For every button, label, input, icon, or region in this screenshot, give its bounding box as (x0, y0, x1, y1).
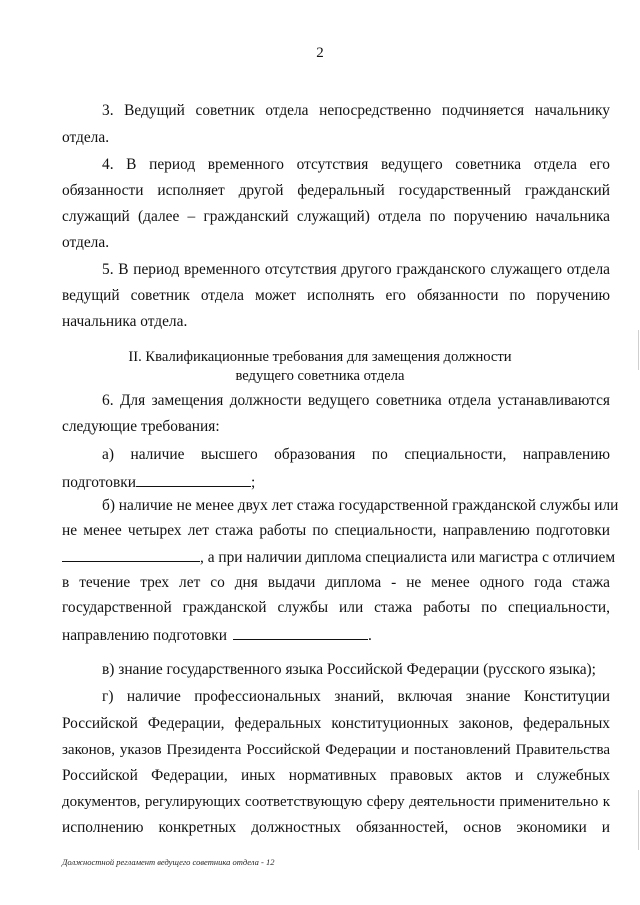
item-a-line-2 (62, 472, 610, 492)
section-title-line-1: II. Квалификационные требования для замещения должности (128, 349, 512, 365)
item-b-line-2: не менее четырех лет стажа работы по специальности, направлению подготовки (62, 522, 610, 539)
item-b-line-5: государственной гражданской службы или стажа работы по специальности, (62, 599, 610, 616)
paragraph-5-line-3: начальника отдела. (62, 313, 188, 330)
paragraph-4-line-4: отдела. (62, 234, 110, 251)
paragraph-4-line-1: 4. В период временного отсутствия ведущего советника отдела его (102, 156, 610, 173)
paragraph-3-line-1: 3. Ведущий советник отдела непосредственно подчиняется начальнику (102, 102, 610, 119)
page-number: 2 (316, 45, 324, 61)
paragraph-4-line-2: обязанности исполняет другой федеральный государственный гражданский (62, 182, 610, 199)
item-b-line-6 (62, 625, 610, 645)
item-b-line-3-text: , а при наличии диплома специалиста или магистра с отличием (200, 549, 616, 566)
item-b-label: направлению подготовки (62, 627, 227, 644)
item-a-tail: ; (250, 474, 256, 491)
item-b-blank-2 (233, 625, 368, 640)
item-b-line-4: в течение трех лет со дня выдачи диплома - не менее одного года стажа (62, 574, 610, 591)
item-g-line-6: исполнению конкретных должностных обязанностей, основ экономики и (62, 819, 610, 836)
item-b-line-1: б) наличие не менее двух лет стажа государственной гражданской службы или (102, 497, 619, 514)
item-g-line-5: документов, регулирующих соответствующую сферу деятельности применительно к (62, 794, 610, 810)
item-g-line-2: Российской Федерации, федеральных конституционных законов, федеральных (62, 715, 610, 732)
item-g-line-1: г) наличие профессиональных знаний, включая знание Конституции (102, 688, 610, 705)
item-b-blank-1 (62, 547, 200, 562)
paragraph-3-line-2: отдела. (62, 129, 110, 146)
item-a-line-1: а) наличие высшего образования по специальности, направлению (102, 446, 610, 463)
scan-edge-mark (638, 330, 639, 370)
page-footer: Должностной регламент ведущего советника отдела - 12 (62, 857, 275, 867)
item-a-blank (136, 472, 251, 487)
paragraph-5-line-2: ведущий советник отдела может исполнять его обязанности по поручению (62, 287, 610, 304)
paragraph-5-line-1: 5. В период временного отсутствия другого гражданского служащего отдела (102, 261, 610, 278)
item-g-line-3: законов, указов Президента Российской Федерации и постановлений Правительства (62, 742, 610, 758)
scan-edge-mark (638, 790, 639, 850)
paragraph-4-line-3: служащий (далее – гражданский служащий) отдела по поручению начальника (62, 208, 610, 225)
item-a-label: подготовки (62, 474, 136, 491)
item-b-tail: . (367, 627, 372, 644)
item-g-line-4: Российской Федерации, иных нормативных правовых актов и служебных (62, 767, 610, 784)
item-b-line-3 (62, 547, 616, 567)
paragraph-6-line-2: следующие требования: (62, 418, 220, 435)
paragraph-6-line-1: 6. Для замещения должности ведущего советника отдела устанавливаются (102, 392, 610, 409)
section-title-line-2: ведущего советника отдела (235, 368, 405, 384)
item-v-line-1: в) знание государственного языка Российской Федерации (русского языка); (102, 661, 596, 678)
